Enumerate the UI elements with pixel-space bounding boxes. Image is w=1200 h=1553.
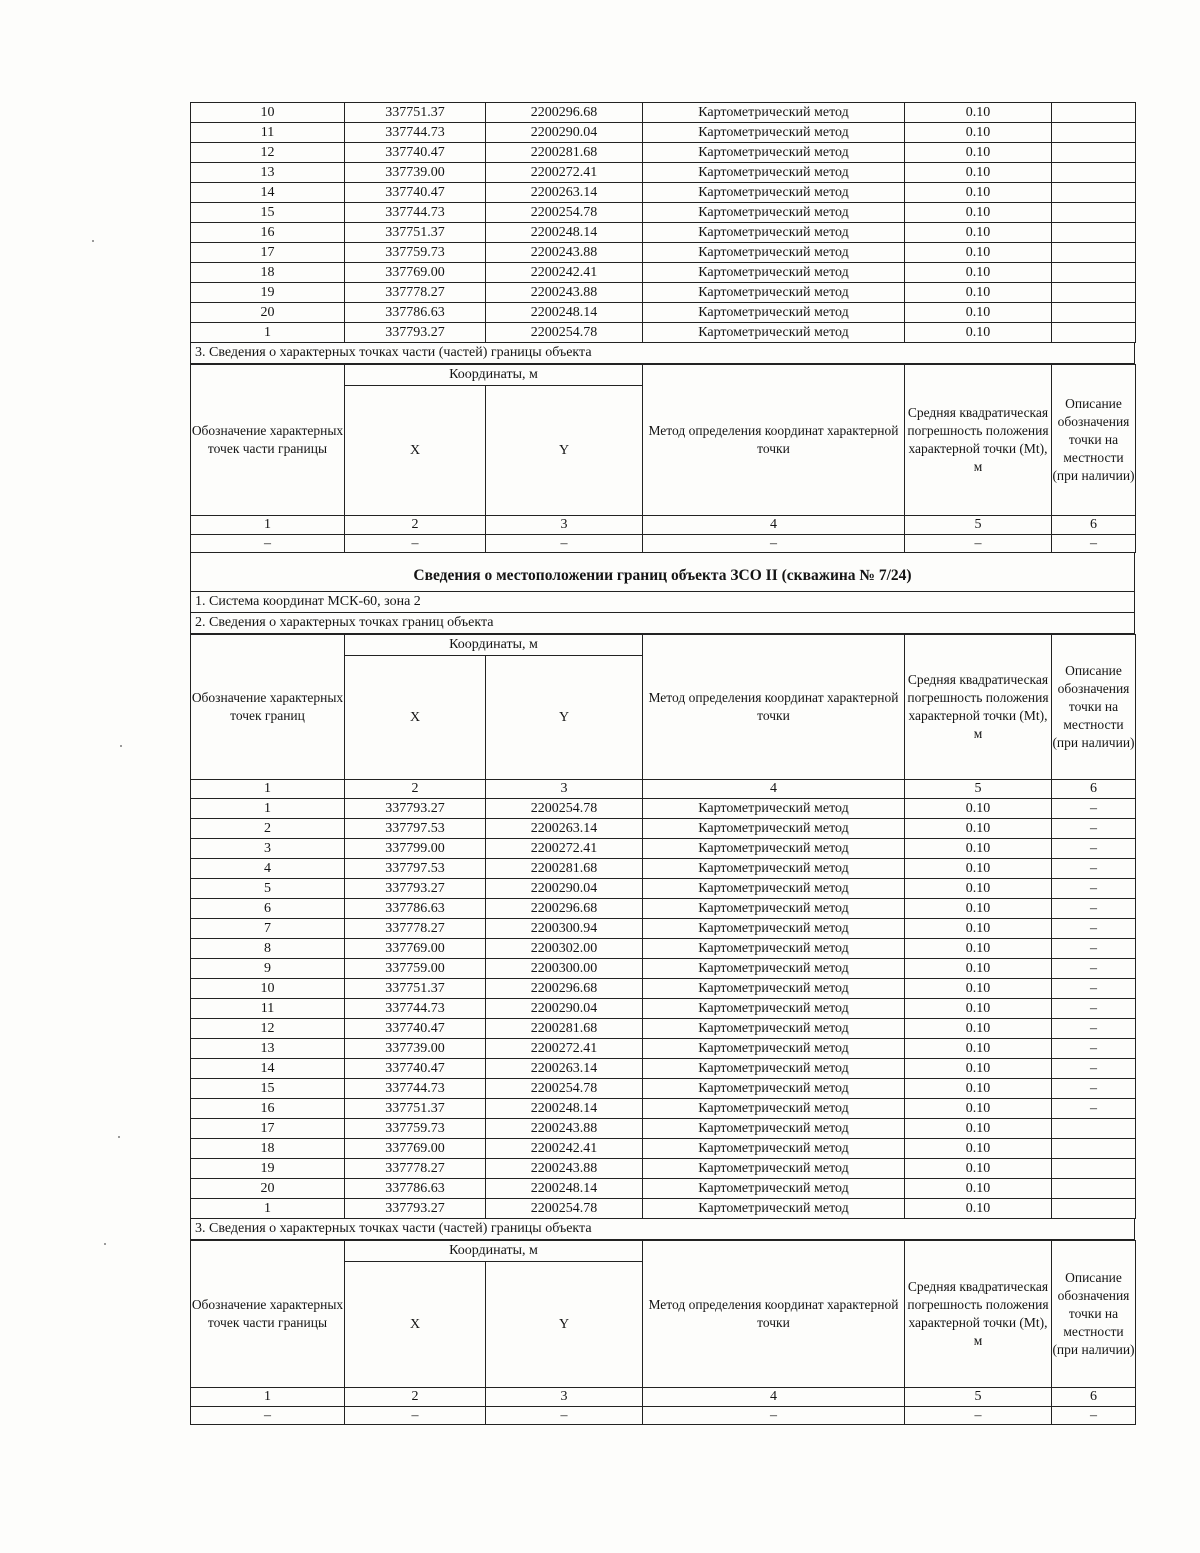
header-x: X (345, 386, 486, 516)
document-sheet (190, 102, 1135, 1425)
cell-error: 0.10 (905, 859, 1052, 879)
cell-coord-x: 337740.47 (345, 183, 486, 203)
cell-method: Картометрический метод (643, 1139, 905, 1159)
cell-point-number: 20 (191, 1179, 345, 1199)
cell-coord-x: 337778.27 (345, 919, 486, 939)
cell-error: 0.10 (905, 163, 1052, 183)
cell-error: 0.10 (905, 839, 1052, 859)
cell-description: – (1052, 1079, 1136, 1099)
cell-coord-x: 337744.73 (345, 203, 486, 223)
col-number-5: 5 (905, 780, 1052, 799)
boundary-points-body (191, 799, 1136, 1219)
cell-description: – (1052, 899, 1136, 919)
cell-coord-x: 337793.27 (345, 879, 486, 899)
cell-point-number: 9 (191, 959, 345, 979)
header-error: Средняя квадратическая погрешность положения характерной точки (Mt), м (905, 635, 1052, 780)
table-row (191, 1079, 1136, 1099)
header-description: Описание обозначения точки на местности (при наличии) (1052, 1241, 1136, 1388)
table-row (191, 303, 1136, 323)
cell-coord-y: 2200243.88 (486, 243, 643, 263)
cell-description: – (1052, 1019, 1136, 1039)
header-error: Средняя квадратическая погрешность положения характерной точки (Mt), м (905, 365, 1052, 516)
cell-description (1052, 1139, 1136, 1159)
header-x: X (345, 656, 486, 780)
col-number-3: 3 (486, 780, 643, 799)
header-coordinates: Координаты, м (345, 635, 643, 656)
cell-point-number: 19 (191, 283, 345, 303)
cell-error: 0.10 (905, 919, 1052, 939)
cell-coord-y: 2200248.14 (486, 303, 643, 323)
cell-description: – (1052, 799, 1136, 819)
header-coordinates: Координаты, м (345, 1241, 643, 1262)
cell-coord-y: 2200263.14 (486, 1059, 643, 1079)
cell-coord-x: 337759.73 (345, 243, 486, 263)
cell-method: Картометрический метод (643, 183, 905, 203)
table-row (191, 103, 1136, 123)
cell-coord-y: 2200296.68 (486, 979, 643, 999)
boundary-points-table (190, 634, 1136, 1219)
cell-method: Картометрический метод (643, 323, 905, 343)
cell-description: – (1052, 979, 1136, 999)
cell-coord-y: 2200296.68 (486, 103, 643, 123)
table-row (191, 1119, 1136, 1139)
empty-cell: – (345, 1407, 486, 1425)
cell-point-number: 16 (191, 223, 345, 243)
cell-coord-y: 2200242.41 (486, 263, 643, 283)
cell-coord-y: 2200290.04 (486, 123, 643, 143)
cell-description (1052, 1159, 1136, 1179)
cell-coord-x: 337759.73 (345, 1119, 486, 1139)
cell-coord-x: 337793.27 (345, 1199, 486, 1219)
cell-point-number: 11 (191, 999, 345, 1019)
cell-coord-x: 337740.47 (345, 1019, 486, 1039)
cell-description: – (1052, 839, 1136, 859)
cell-error: 0.10 (905, 819, 1052, 839)
col-number-2: 2 (345, 516, 486, 535)
cell-error: 0.10 (905, 203, 1052, 223)
cell-point-number: 7 (191, 919, 345, 939)
col-number-4: 4 (643, 516, 905, 535)
cell-point-number: 1 (191, 323, 345, 343)
cell-method: Картометрический метод (643, 799, 905, 819)
header-method: Метод определения координат характерной точки (643, 365, 905, 516)
cell-coord-y: 2200254.78 (486, 323, 643, 343)
cell-point-number: 14 (191, 183, 345, 203)
cell-method: Картометрический метод (643, 1199, 905, 1219)
points-table-body (191, 103, 1136, 343)
cell-method: Картометрический метод (643, 1039, 905, 1059)
cell-error: 0.10 (905, 223, 1052, 243)
cell-description: – (1052, 819, 1136, 839)
table-row (191, 839, 1136, 859)
cell-coord-x: 337739.00 (345, 1039, 486, 1059)
table-row (191, 323, 1136, 343)
cell-point-number: 19 (191, 1159, 345, 1179)
cell-method: Картометрический метод (643, 203, 905, 223)
col-number-3: 3 (486, 516, 643, 535)
cell-coord-x: 337778.27 (345, 1159, 486, 1179)
scan-speck (118, 1136, 120, 1138)
cell-error: 0.10 (905, 103, 1052, 123)
cell-method: Картометрический метод (643, 1119, 905, 1139)
cell-error: 0.10 (905, 1139, 1052, 1159)
col-number-1: 1 (191, 1388, 345, 1407)
cell-point-number: 20 (191, 303, 345, 323)
cell-coord-x: 337769.00 (345, 263, 486, 283)
cell-error: 0.10 (905, 979, 1052, 999)
header-method: Метод определения координат характерной точки (643, 635, 905, 780)
empty-cell: – (486, 535, 643, 553)
col-number-1: 1 (191, 516, 345, 535)
cell-coord-y: 2200302.00 (486, 939, 643, 959)
cell-error: 0.10 (905, 1099, 1052, 1119)
cell-method: Картометрический метод (643, 1179, 905, 1199)
cell-error: 0.10 (905, 303, 1052, 323)
cell-description: – (1052, 1099, 1136, 1119)
table-row (191, 163, 1136, 183)
cell-coord-y: 2200243.88 (486, 1159, 643, 1179)
cell-coord-x: 337769.00 (345, 1139, 486, 1159)
cell-error: 0.10 (905, 1159, 1052, 1179)
header-y: Y (486, 1262, 643, 1388)
cell-method: Картометрический метод (643, 103, 905, 123)
cell-method: Картометрический метод (643, 303, 905, 323)
cell-point-number: 17 (191, 243, 345, 263)
cell-point-number: 16 (191, 1099, 345, 1119)
cell-error: 0.10 (905, 1039, 1052, 1059)
cell-point-number: 12 (191, 1019, 345, 1039)
empty-cell: – (345, 535, 486, 553)
cell-error: 0.10 (905, 283, 1052, 303)
cell-coord-x: 337793.27 (345, 799, 486, 819)
cell-method: Картометрический метод (643, 263, 905, 283)
cell-coord-y: 2200243.88 (486, 1119, 643, 1139)
table-row (191, 1039, 1136, 1059)
cell-error: 0.10 (905, 1119, 1052, 1139)
cell-description: – (1052, 859, 1136, 879)
part-points-table-object2 (190, 1240, 1136, 1425)
cell-coord-x: 337751.37 (345, 979, 486, 999)
cell-coord-y: 2200254.78 (486, 203, 643, 223)
cell-coord-x: 337744.73 (345, 123, 486, 143)
table-row (191, 1099, 1136, 1119)
table-row (191, 919, 1136, 939)
cell-method: Картометрический метод (643, 979, 905, 999)
table-row (191, 1179, 1136, 1199)
table-row (191, 1199, 1136, 1219)
table-row (191, 283, 1136, 303)
empty-cell: – (643, 1407, 905, 1425)
cell-description: – (1052, 879, 1136, 899)
cell-coord-y: 2200296.68 (486, 899, 643, 919)
coord-system-label: 1. Система координат МСК-60, зона 2 (190, 592, 1135, 613)
col-number-4: 4 (643, 780, 905, 799)
table-row (191, 203, 1136, 223)
empty-cell: – (1052, 1407, 1136, 1425)
cell-coord-x: 337797.53 (345, 819, 486, 839)
cell-coord-x: 337751.37 (345, 103, 486, 123)
cell-coord-y: 2200272.41 (486, 163, 643, 183)
cell-coord-y: 2200272.41 (486, 1039, 643, 1059)
cell-description (1052, 1119, 1136, 1139)
cell-point-number: 4 (191, 859, 345, 879)
cell-error: 0.10 (905, 999, 1052, 1019)
cell-description (1052, 203, 1136, 223)
cell-point-number: 5 (191, 879, 345, 899)
cell-description: – (1052, 1059, 1136, 1079)
col-number-5: 5 (905, 1388, 1052, 1407)
col-number-4: 4 (643, 1388, 905, 1407)
cell-description: – (1052, 1039, 1136, 1059)
cell-description (1052, 1199, 1136, 1219)
cell-coord-y: 2200281.68 (486, 143, 643, 163)
header-error: Средняя квадратическая погрешность положения характерной точки (Mt), м (905, 1241, 1052, 1388)
col-number-6: 6 (1052, 516, 1136, 535)
cell-description (1052, 163, 1136, 183)
header-description: Описание обозначения точки на местности (при наличии) (1052, 635, 1136, 780)
table-row (191, 1019, 1136, 1039)
cell-description (1052, 303, 1136, 323)
cell-coord-y: 2200263.14 (486, 183, 643, 203)
cell-point-number: 14 (191, 1059, 345, 1079)
cell-coord-x: 337769.00 (345, 939, 486, 959)
cell-description (1052, 183, 1136, 203)
empty-cell: – (191, 535, 345, 553)
section2-label: 2. Сведения о характерных точках границ объекта (190, 613, 1135, 634)
table-row (191, 1159, 1136, 1179)
cell-coord-y: 2200248.14 (486, 223, 643, 243)
cell-coord-x: 337744.73 (345, 1079, 486, 1099)
cell-coord-y: 2200254.78 (486, 1079, 643, 1099)
section3-label: 3. Сведения о характерных точках части (частей) границы объекта (190, 343, 1135, 364)
col-number-3: 3 (486, 1388, 643, 1407)
part-points-table (190, 364, 1136, 553)
cell-point-number: 11 (191, 123, 345, 143)
cell-coord-y: 2200300.94 (486, 919, 643, 939)
cell-point-number: 15 (191, 203, 345, 223)
table-row (191, 879, 1136, 899)
header-point-designation: Обозначение характерных точек части границы (191, 365, 345, 516)
cell-error: 0.10 (905, 899, 1052, 919)
cell-point-number: 3 (191, 839, 345, 859)
cell-description: – (1052, 959, 1136, 979)
cell-error: 0.10 (905, 263, 1052, 283)
cell-error: 0.10 (905, 959, 1052, 979)
cell-point-number: 17 (191, 1119, 345, 1139)
col-number-2: 2 (345, 1388, 486, 1407)
table-row (191, 1139, 1136, 1159)
header-point-designation: Обозначение характерных точек границ (191, 635, 345, 780)
table-row (191, 819, 1136, 839)
cell-coord-y: 2200290.04 (486, 879, 643, 899)
cell-description (1052, 263, 1136, 283)
cell-coord-y: 2200248.14 (486, 1179, 643, 1199)
cell-coord-y: 2200254.78 (486, 799, 643, 819)
cell-coord-y: 2200242.41 (486, 1139, 643, 1159)
cell-coord-x: 337793.27 (345, 323, 486, 343)
cell-method: Картометрический метод (643, 939, 905, 959)
cell-point-number: 12 (191, 143, 345, 163)
col-number-6: 6 (1052, 780, 1136, 799)
cell-method: Картометрический метод (643, 283, 905, 303)
cell-coord-x: 337739.00 (345, 163, 486, 183)
cell-method: Картометрический метод (643, 143, 905, 163)
table-row (191, 123, 1136, 143)
cell-method: Картометрический метод (643, 1079, 905, 1099)
col-number-1: 1 (191, 780, 345, 799)
empty-cell: – (643, 535, 905, 553)
col-number-2: 2 (345, 780, 486, 799)
cell-description (1052, 323, 1136, 343)
cell-error: 0.10 (905, 323, 1052, 343)
cell-method: Картометрический метод (643, 1019, 905, 1039)
cell-coord-x: 337786.63 (345, 303, 486, 323)
cell-coord-x: 337751.37 (345, 1099, 486, 1119)
cell-method: Картометрический метод (643, 959, 905, 979)
table-row (191, 859, 1136, 879)
empty-cell: – (905, 1407, 1052, 1425)
cell-coord-y: 2200300.00 (486, 959, 643, 979)
table-row (191, 959, 1136, 979)
cell-point-number: 10 (191, 979, 345, 999)
cell-coord-y: 2200254.78 (486, 1199, 643, 1219)
cell-method: Картометрический метод (643, 899, 905, 919)
cell-coord-y: 2200263.14 (486, 819, 643, 839)
scan-speck (104, 1243, 106, 1245)
col-number-6: 6 (1052, 1388, 1136, 1407)
cell-coord-x: 337797.53 (345, 859, 486, 879)
cell-coord-y: 2200281.68 (486, 1019, 643, 1039)
header-point-designation: Обозначение характерных точек части границы (191, 1241, 345, 1388)
empty-cell: – (191, 1407, 345, 1425)
table-row (191, 979, 1136, 999)
cell-method: Картометрический метод (643, 123, 905, 143)
cell-description: – (1052, 919, 1136, 939)
cell-description: – (1052, 999, 1136, 1019)
cell-method: Картометрический метод (643, 999, 905, 1019)
header-description: Описание обозначения точки на местности (при наличии) (1052, 365, 1136, 516)
scan-speck (92, 240, 94, 242)
cell-error: 0.10 (905, 1059, 1052, 1079)
cell-point-number: 18 (191, 1139, 345, 1159)
cell-coord-x: 337740.47 (345, 1059, 486, 1079)
cell-error: 0.10 (905, 243, 1052, 263)
cell-error: 0.10 (905, 183, 1052, 203)
cell-coord-y: 2200243.88 (486, 283, 643, 303)
cell-description (1052, 143, 1136, 163)
cell-error: 0.10 (905, 1079, 1052, 1099)
cell-point-number: 2 (191, 819, 345, 839)
cell-description (1052, 243, 1136, 263)
cell-point-number: 13 (191, 1039, 345, 1059)
table-row (191, 939, 1136, 959)
table-row (191, 1059, 1136, 1079)
cell-method: Картометрический метод (643, 1059, 905, 1079)
points-table-continued (190, 102, 1136, 343)
cell-description (1052, 283, 1136, 303)
scan-speck (120, 745, 122, 747)
empty-cell: – (486, 1407, 643, 1425)
cell-description (1052, 1179, 1136, 1199)
cell-error: 0.10 (905, 143, 1052, 163)
table-row (191, 223, 1136, 243)
cell-error: 0.10 (905, 1199, 1052, 1219)
cell-description: – (1052, 939, 1136, 959)
empty-cell: – (905, 535, 1052, 553)
cell-method: Картометрический метод (643, 879, 905, 899)
cell-error: 0.10 (905, 1179, 1052, 1199)
cell-coord-y: 2200290.04 (486, 999, 643, 1019)
table-row (191, 799, 1136, 819)
cell-coord-y: 2200281.68 (486, 859, 643, 879)
cell-error: 0.10 (905, 939, 1052, 959)
cell-coord-x: 337786.63 (345, 1179, 486, 1199)
header-y: Y (486, 386, 643, 516)
section3-label-object2: 3. Сведения о характерных точках части (частей) границы объекта (190, 1219, 1135, 1240)
cell-method: Картометрический метод (643, 223, 905, 243)
table-row (191, 899, 1136, 919)
cell-point-number: 1 (191, 1199, 345, 1219)
cell-coord-x: 337759.00 (345, 959, 486, 979)
header-method: Метод определения координат характерной точки (643, 1241, 905, 1388)
object-title: Сведения о местоположении границ объекта ЗСО II (скважина № 7/24) (190, 553, 1135, 592)
cell-point-number: 8 (191, 939, 345, 959)
cell-method: Картометрический метод (643, 1159, 905, 1179)
cell-coord-y: 2200272.41 (486, 839, 643, 859)
cell-coord-x: 337786.63 (345, 899, 486, 919)
cell-point-number: 15 (191, 1079, 345, 1099)
cell-error: 0.10 (905, 799, 1052, 819)
cell-method: Картометрический метод (643, 163, 905, 183)
table-row (191, 999, 1136, 1019)
cell-method: Картометрический метод (643, 1099, 905, 1119)
header-coordinates: Координаты, м (345, 365, 643, 386)
cell-point-number: 1 (191, 799, 345, 819)
table-row (191, 263, 1136, 283)
header-x: X (345, 1262, 486, 1388)
cell-method: Картометрический метод (643, 243, 905, 263)
cell-method: Картометрический метод (643, 859, 905, 879)
cell-description (1052, 123, 1136, 143)
cell-error: 0.10 (905, 1019, 1052, 1039)
cell-error: 0.10 (905, 879, 1052, 899)
cell-coord-y: 2200248.14 (486, 1099, 643, 1119)
empty-cell: – (1052, 535, 1136, 553)
cell-method: Картометрический метод (643, 919, 905, 939)
cell-method: Картометрический метод (643, 819, 905, 839)
cell-description (1052, 103, 1136, 123)
cell-method: Картометрический метод (643, 839, 905, 859)
cell-description (1052, 223, 1136, 243)
cell-coord-x: 337744.73 (345, 999, 486, 1019)
cell-point-number: 13 (191, 163, 345, 183)
cell-coord-x: 337740.47 (345, 143, 486, 163)
header-y: Y (486, 656, 643, 780)
cell-point-number: 18 (191, 263, 345, 283)
table-row (191, 143, 1136, 163)
cell-point-number: 10 (191, 103, 345, 123)
cell-point-number: 6 (191, 899, 345, 919)
cell-coord-x: 337751.37 (345, 223, 486, 243)
cell-coord-x: 337778.27 (345, 283, 486, 303)
cell-coord-x: 337799.00 (345, 839, 486, 859)
table-row (191, 243, 1136, 263)
col-number-5: 5 (905, 516, 1052, 535)
table-row (191, 183, 1136, 203)
cell-error: 0.10 (905, 123, 1052, 143)
